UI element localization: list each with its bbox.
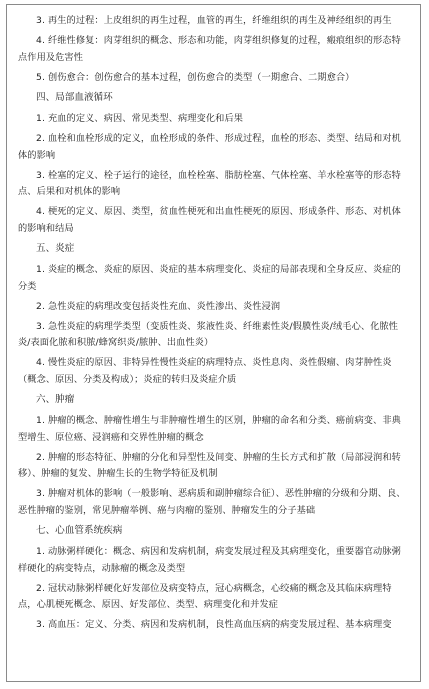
- list-item: 2. 冠状动脉粥样硬化好发部位及病变特点，冠心病概念，心绞痛的概念及其临床病理特点，心肌梗死概念、原因、好发部位、类型、病理变化和并发症: [18, 582, 392, 610]
- list-item: 3. 栓塞的定义、栓子运行的途径，血栓栓塞、脂肪栓塞、气体栓塞、羊水栓塞等的形态特点、后果和对机体的影响: [18, 169, 401, 197]
- list-item: 4. 慢性炎症的原因、非特异性慢性炎症的病理特点、炎性息肉、炎性假瘤、肉芽肿性炎（概念、原因、分类及构成）；炎症的转归及炎症介质: [18, 357, 392, 385]
- section-heading: 六、肿瘤: [36, 393, 75, 405]
- list-item: 2. 血栓和血栓形成的定义，血栓形成的条件、形成过程，血栓的形态、类型、结局和对机体的影响: [18, 133, 401, 161]
- list-item: 4. 纤维性修复：肉芽组织的概念、形态和功能，肉芽组织修复的过程，瘢痕组织的形态特点作用及危害性: [18, 35, 401, 63]
- section-heading: 四、局部血液循环: [36, 91, 113, 103]
- document-page: [6, 4, 421, 682]
- list-item: 3. 急性炎症的病理学类型（变质性炎、浆液性炎、纤维素性炎/假膜性炎/绒毛心、化脓性炎/表面化脓和积脓/蜂窝织炎/脓肿、出血性炎）: [18, 320, 399, 348]
- list-item: 5. 创伤愈合：创伤愈合的基本过程，创伤愈合的类型（一期愈合、二期愈合）: [36, 71, 355, 83]
- section-heading: 五、炎症: [36, 242, 75, 254]
- list-item: 1. 炎症的概念、炎症的原因、炎症的基本病理变化、炎症的局部表现和全身反应、炎症的分类: [18, 264, 401, 292]
- list-item: 3. 肿瘤对机体的影响（一般影响、恶病质和副肿瘤综合征）、恶性肿瘤的分级和分期、良、恶性肿瘤的鉴别，常见肿瘤举例、癌与肉瘤的鉴别、肿瘤发生的分子基础: [18, 488, 406, 516]
- list-item: 4. 梗死的定义、原因、类型，贫血性梗死和出血性梗死的原因、形成条件、形态、对机体的影响和结局: [18, 206, 401, 234]
- list-item: 1. 动脉粥样硬化：概念、病因和发病机制，病变发展过程及其病理变化，重要器官动脉粥样硬化的病变特点，动脉瘤的概念及类型: [18, 546, 401, 574]
- list-item: 1. 充血的定义、病因、常见类型、病理变化和后果: [36, 113, 244, 124]
- list-item: 2. 肿瘤的形态特征、肿瘤的分化和异型性及间变、肿瘤的生长方式和扩散（局部浸润和转移）、肿瘤的复发、肿瘤生长的生物学特征及机制: [18, 451, 401, 479]
- section-heading: 七、心血管系统疾病: [36, 524, 123, 536]
- document-body: [7, 5, 420, 634]
- list-item: 3. 再生的过程：上皮组织的再生过程，血管的再生，纤维组织的再生及神经组织的再生: [36, 15, 392, 26]
- list-item: 1. 肿瘤的概念、肿瘤性增生与非肿瘤性增生的区别，肿瘤的命名和分类、癌前病变、非典型增生、原位癌、浸润癌和交界性肿瘤的概念: [18, 415, 401, 443]
- list-item: 2. 急性炎症的病理改变包括炎性充血、炎性渗出、炎性浸润: [36, 300, 281, 312]
- list-item: 3. 高血压：定义、分类、病因和发病机制，良性高血压病的病变发展过程、基本病理变: [36, 619, 392, 630]
